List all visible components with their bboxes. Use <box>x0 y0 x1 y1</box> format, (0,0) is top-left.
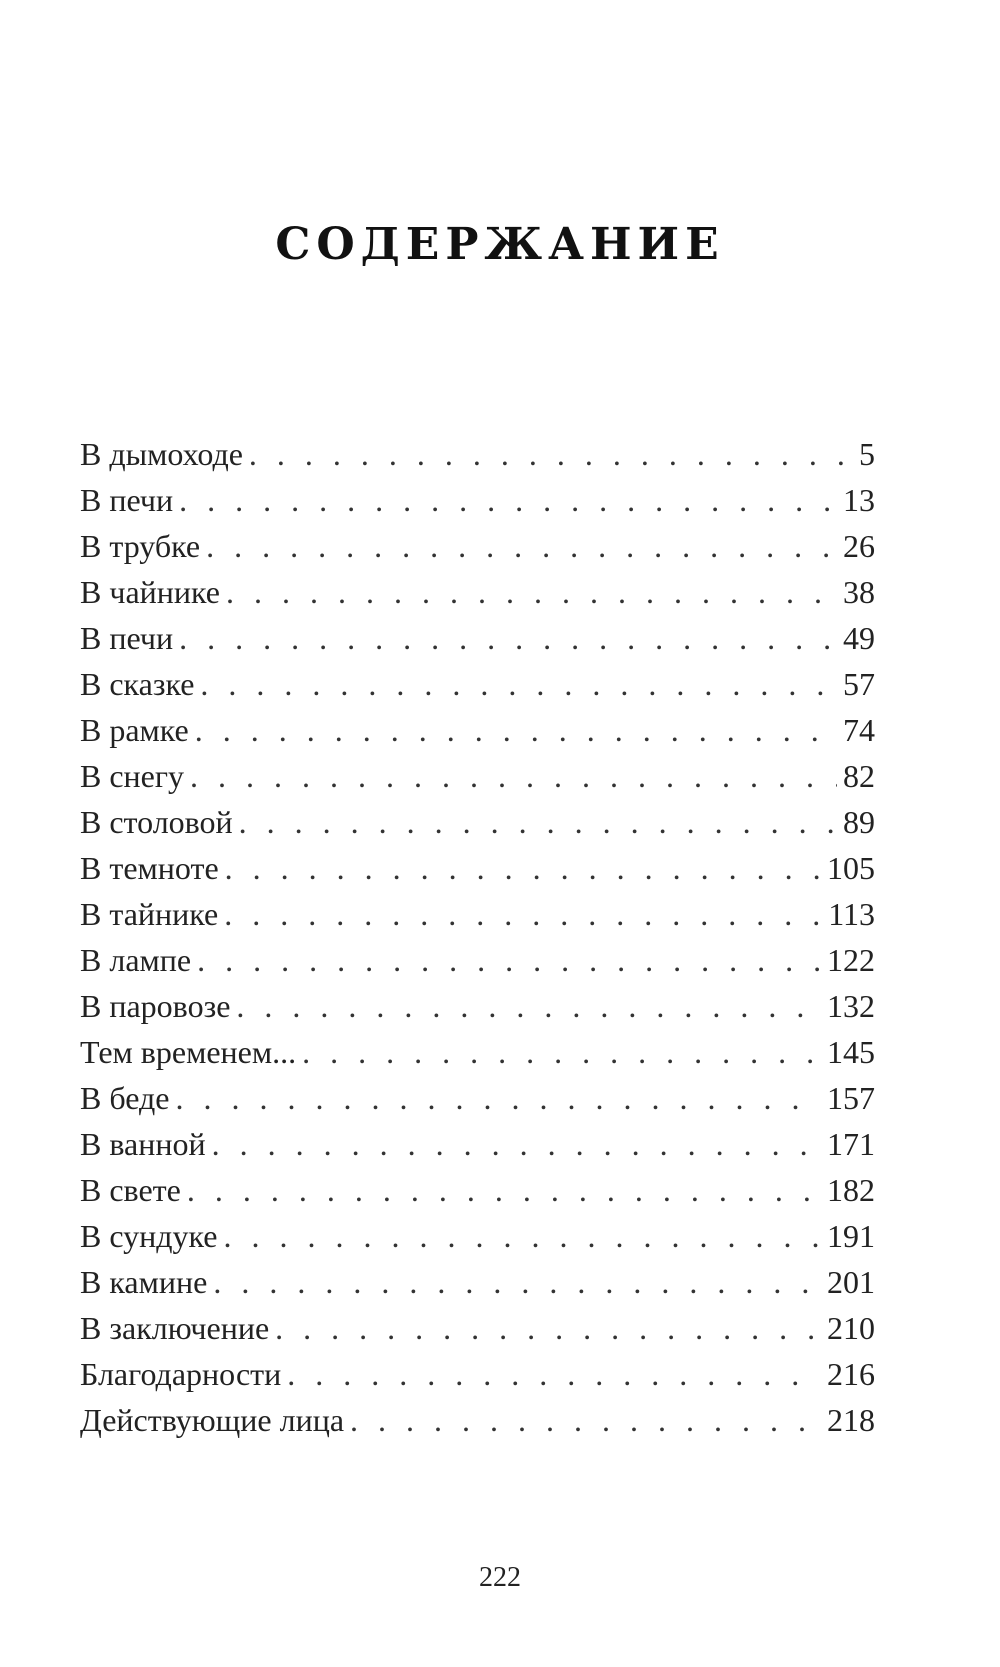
toc-entry-title: Тем временем... <box>80 1034 297 1070</box>
toc-entry-page: 182 <box>827 1172 875 1208</box>
toc-entry <box>80 523 875 569</box>
toc-entry <box>80 1305 875 1351</box>
toc-entry-page: 26 <box>843 528 875 564</box>
toc-entry-title: В камине <box>80 1264 208 1300</box>
toc-entry <box>80 1259 875 1305</box>
dot-leader <box>224 891 822 937</box>
toc-entry-page: 191 <box>827 1218 875 1254</box>
toc-entry-page: 13 <box>843 482 875 518</box>
dot-leader <box>200 661 837 707</box>
toc-entry-title: В сказке <box>80 666 195 702</box>
toc-entry <box>80 1121 875 1167</box>
toc-entry <box>80 1397 875 1443</box>
toc-entry-page: 216 <box>827 1356 875 1392</box>
dot-leader <box>225 845 821 891</box>
dot-leader <box>179 477 837 523</box>
toc-entry-page: 201 <box>827 1264 875 1300</box>
toc-entry <box>80 1213 875 1259</box>
page-title: СОДЕРЖАНИЕ <box>275 219 725 271</box>
dot-leader <box>226 569 837 615</box>
dot-leader <box>302 1029 821 1075</box>
toc-entry-title: В ванной <box>80 1126 206 1162</box>
toc-entry <box>80 661 875 707</box>
toc-entry-title: В сундуке <box>80 1218 218 1254</box>
toc-entry-title: В тайнике <box>80 896 219 932</box>
toc-entry-page: 49 <box>843 620 875 656</box>
dot-leader <box>206 523 837 569</box>
toc-entry-title: В печи <box>80 482 174 518</box>
toc-entry-page: 57 <box>843 666 875 702</box>
toc-entry <box>80 1351 875 1397</box>
toc-entry <box>80 1029 875 1075</box>
dot-leader <box>350 1397 821 1443</box>
toc-entry-title: Действующие лица <box>80 1402 345 1438</box>
dot-leader <box>287 1351 821 1397</box>
toc-entry-title: В печи <box>80 620 174 656</box>
toc-entry-title: Благодарности <box>80 1356 282 1392</box>
toc-entry-page: 157 <box>827 1080 875 1116</box>
toc-entry-title: В паровозе <box>80 988 231 1024</box>
dot-leader <box>197 937 821 983</box>
toc-entry-page: 145 <box>827 1034 875 1070</box>
toc-entry <box>80 799 875 845</box>
dot-leader <box>239 799 837 845</box>
dot-leader <box>249 431 853 477</box>
toc-entry-page: 218 <box>827 1402 875 1438</box>
dot-leader <box>223 1213 821 1259</box>
toc-entry-page: 89 <box>843 804 875 840</box>
toc-entry-title: В темноте <box>80 850 219 886</box>
toc-entry <box>80 937 875 983</box>
toc-entry-title: В дымоходе <box>80 436 243 472</box>
toc-entry-page: 210 <box>827 1310 875 1346</box>
toc-entry-title: В чайнике <box>80 574 220 610</box>
toc-entry <box>80 477 875 523</box>
dot-leader <box>195 707 837 753</box>
toc-entry <box>80 569 875 615</box>
dot-leader <box>187 1167 821 1213</box>
toc-entry-page: 171 <box>827 1126 875 1162</box>
toc-entry-page: 105 <box>827 850 875 886</box>
toc-entry-title: В свете <box>80 1172 181 1208</box>
toc-entry <box>80 983 875 1029</box>
toc-entry-title: В рамке <box>80 712 189 748</box>
toc-entry <box>80 615 875 661</box>
dot-leader <box>190 753 837 799</box>
table-of-contents <box>80 431 875 1443</box>
toc-entry-title: В лампе <box>80 942 192 978</box>
dot-leader <box>212 1121 821 1167</box>
toc-entry-page: 38 <box>843 574 875 610</box>
toc-entry <box>80 891 875 937</box>
toc-entry-page: 5 <box>859 436 875 472</box>
dot-leader <box>213 1259 821 1305</box>
dot-leader <box>236 983 821 1029</box>
toc-entry <box>80 845 875 891</box>
dot-leader <box>175 1075 821 1121</box>
toc-entry-title: В трубке <box>80 528 201 564</box>
toc-entry <box>80 753 875 799</box>
dot-leader <box>179 615 837 661</box>
toc-entry-page: 74 <box>843 712 875 748</box>
page-number: 222 <box>479 1562 521 1593</box>
toc-entry-title: В беде <box>80 1080 170 1116</box>
toc-entry <box>80 1075 875 1121</box>
toc-entry <box>80 707 875 753</box>
toc-entry-title: В столовой <box>80 804 233 840</box>
toc-entry-page: 113 <box>828 896 875 932</box>
dot-leader <box>275 1305 821 1351</box>
toc-entry <box>80 1167 875 1213</box>
toc-entry-page: 82 <box>843 758 875 794</box>
toc-entry-page: 132 <box>827 988 875 1024</box>
toc-entry <box>80 431 875 477</box>
toc-entry-title: В снегу <box>80 758 184 794</box>
toc-entry-page: 122 <box>827 942 875 978</box>
toc-entry-title: В заключение <box>80 1310 270 1346</box>
